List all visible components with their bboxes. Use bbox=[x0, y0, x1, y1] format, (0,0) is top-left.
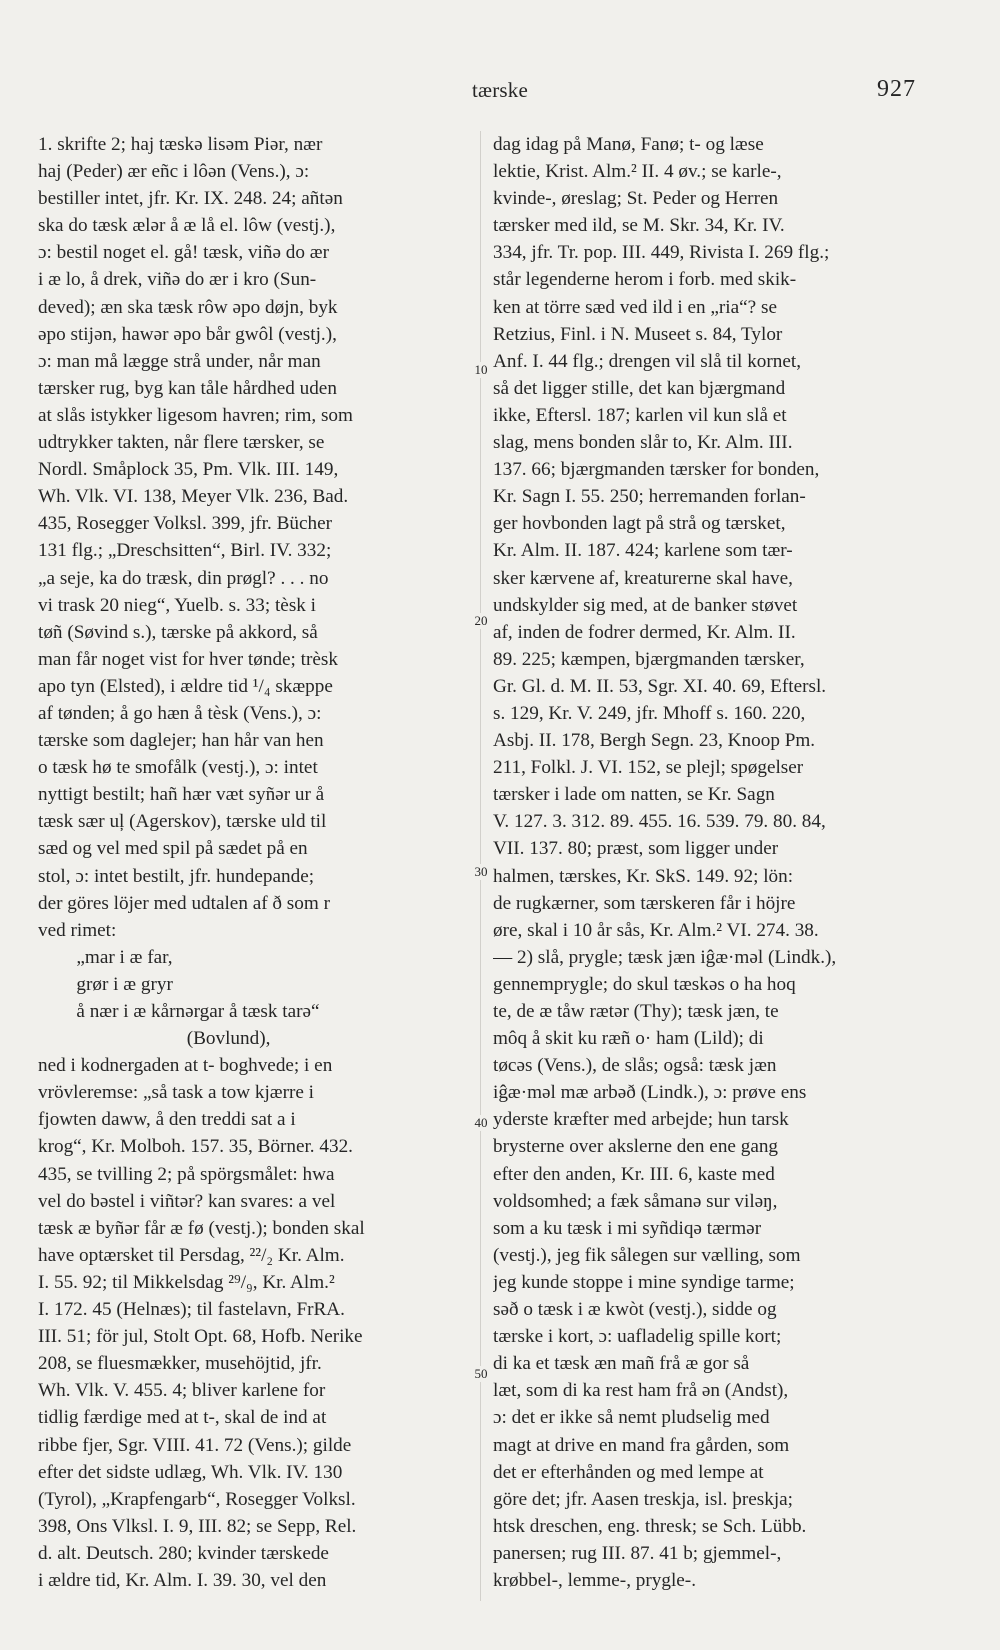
line-number-marker: 50 bbox=[469, 1366, 493, 1382]
text-line: səð o tæsk i æ kwòt (vestj.), sidde og bbox=[493, 1299, 777, 1321]
text-line: göre det; jfr. Aasen treskja, isl. þreskja; bbox=[493, 1488, 793, 1510]
text-line: nyttigt bestilt; hañ hær væt syñər ur å bbox=[38, 784, 325, 806]
text-line: sker kærvene af, kreaturerne skal have, bbox=[493, 567, 793, 589]
text-line: efter den anden, Kr. III. 6, kaste med bbox=[493, 1163, 775, 1185]
text-line: tærsker med ild, se M. Skr. 34, Kr. IV. bbox=[493, 215, 785, 237]
text-line: ken at törre sæd ved ild i en „ria“? se bbox=[493, 296, 777, 318]
text-line: have optærsket til Persdag, ²²/₂ Kr. Alm. bbox=[38, 1244, 345, 1266]
text-line: 435, Rosegger Volksl. 399, jfr. Bücher bbox=[38, 513, 333, 535]
text-line: tøñ (Søvind s.), tærske på akkord, så bbox=[38, 621, 318, 643]
text-line: tæsk æ byñər får æ fø (vestj.); bonden skal bbox=[38, 1217, 365, 1239]
right-text-column bbox=[493, 131, 925, 1594]
text-line: III. 51; för jul, Stolt Opt. 68, Hofb. Nerike bbox=[38, 1326, 363, 1348]
text-line: Wh. Vlk. VI. 138, Meyer Vlk. 236, Bad. bbox=[38, 486, 349, 508]
text-line: jeg kunde stoppe i mine syndige tarme; bbox=[493, 1271, 795, 1293]
text-line: o tæsk hø te smofålk (vestj.), ɔ: intet bbox=[38, 757, 318, 779]
text-line: ved rimet: bbox=[38, 919, 117, 941]
text-line: 89. 225; kæmpen, bjærgmanden tærsker, bbox=[493, 648, 805, 670]
text-line: slag, mens bonden slår to, Kr. Alm. III. bbox=[493, 432, 793, 454]
text-line: i æ lo, å drek, viñə do ær i kro (Sun- bbox=[38, 269, 317, 291]
text-line: 137. 66; bjærgmanden tærsker for bonden, bbox=[493, 459, 820, 481]
text-line: af tønden; å go hæn å tèsk (Vens.), ɔ: bbox=[38, 702, 322, 724]
text-line: å nær i æ kårnərgar å tæsk tarə“ bbox=[38, 1001, 320, 1022]
text-line: man får noget vist for hver tønde; trèsk bbox=[38, 648, 338, 670]
text-line: efter det sidste udlæg, Wh. Vlk. IV. 130 bbox=[38, 1461, 343, 1483]
text-line: yderste kræfter med arbejde; hun tarsk bbox=[493, 1109, 789, 1131]
text-line: vi trask 20 nieg“, Yuelb. s. 33; tèsk i bbox=[38, 594, 317, 616]
text-line: krog“, Kr. Molboh. 157. 35, Börner. 432. bbox=[38, 1136, 353, 1158]
text-line: vel do bəstel i viñtər? kan svares: a vel bbox=[38, 1190, 336, 1212]
text-line: ɔ: man må lægge strå under, når man bbox=[38, 350, 321, 372]
text-line: htsk dreschen, eng. thresk; se Sch. Lübb. bbox=[493, 1515, 807, 1537]
text-line: lektie, Krist. Alm.² II. 4 øv.; se karle-, bbox=[493, 161, 782, 183]
text-line: så det ligger stille, det kan bjærgmand bbox=[493, 377, 786, 399]
text-line: s. 129, Kr. V. 249, jfr. Mhoff s. 160. 220, bbox=[493, 702, 806, 724]
text-line: 208, se fluesmækker, musehöjtid, jfr. bbox=[38, 1353, 322, 1375]
line-number-marker: 30 bbox=[469, 864, 493, 880]
text-line: øre, skal i 10 år sås, Kr. Alm.² VI. 274. 38. bbox=[493, 919, 819, 941]
text-line: de rugkærner, som tærskeren får i höjre bbox=[493, 892, 796, 914]
text-line: Nordl. Småplock 35, Pm. Vlk. III. 149, bbox=[38, 459, 339, 481]
text-line: voldsomhed; a fæk såmanə sur viləŋ, bbox=[493, 1190, 778, 1212]
running-head-title: tærske bbox=[471, 78, 529, 102]
text-line: der göres löjer med udtalen af ð som r bbox=[38, 892, 330, 914]
text-line: i ældre tid, Kr. Alm. I. 39. 30, vel den bbox=[38, 1569, 327, 1591]
text-line: krøbbel-, lemme-, prygle-. bbox=[493, 1569, 696, 1591]
left-text-column bbox=[38, 131, 466, 1594]
text-line: det er efterhånden og med lempe at bbox=[493, 1461, 764, 1483]
text-line: iĝæ·məl mæ arbəð (Lindk.), ɔ: prøve ens bbox=[493, 1082, 807, 1104]
text-line: tærsker i lade om natten, se Kr. Sagn bbox=[493, 784, 775, 806]
text-line: vrövleremse: „så task a tow kjærre i bbox=[38, 1082, 314, 1104]
line-number-marker: 40 bbox=[469, 1115, 493, 1131]
text-line: udtrykker takten, når flere tærsker, se bbox=[38, 432, 325, 454]
text-line: ger hovbonden lagt på strå og tærsket, bbox=[493, 513, 786, 535]
text-line: (Bovlund), bbox=[38, 1028, 271, 1050]
text-line: (vestj.), jeg fik sålegen sur vælling, som bbox=[493, 1244, 801, 1266]
text-line: ikke, Eftersl. 187; karlen vil kun slå et bbox=[493, 404, 787, 426]
text-line: deved); æn ska tæsk rôw əpo døjn, byk bbox=[38, 296, 338, 318]
text-line: 334, jfr. Tr. pop. III. 449, Rivista I. 269 flg.; bbox=[493, 242, 830, 264]
text-line: „a seje, ka do træsk, din prøgl? . . . no bbox=[38, 567, 329, 589]
text-line: fjowten daww, å den treddi sat a i bbox=[38, 1109, 296, 1131]
text-line: Asbj. II. 178, Bergh Segn. 23, Knoop Pm. bbox=[493, 730, 816, 752]
text-line: læt, som di ka rest ham frå ən (Andst), bbox=[493, 1380, 789, 1402]
text-line: haj (Peder) ær eñc i lôən (Vens.), ɔ: bbox=[38, 161, 310, 183]
text-line: I. 172. 45 (Helnæs); til fastelavn, FrRA. bbox=[38, 1299, 345, 1321]
text-line: Kr. Sagn I. 55. 250; herremanden forlan- bbox=[493, 486, 806, 508]
text-line: — 2) slå, prygle; tæsk jæn iĝæ·məl (Lindk.), bbox=[493, 946, 837, 968]
text-line: ned i kodnergaden at t- boghvede; i en bbox=[38, 1055, 333, 1077]
text-line: gennemprygle; do skul tæskəs o ha hoq bbox=[493, 973, 796, 995]
text-line: kvinde-, øreslag; St. Peder og Herren bbox=[493, 188, 779, 210]
text-line: di ka et tæsk æn mañ frå æ gor så bbox=[493, 1353, 750, 1375]
text-line: Kr. Alm. II. 187. 424; karlene som tær- bbox=[493, 540, 793, 562]
text-line: (Tyrol), „Krapfengarb“, Rosegger Volksl. bbox=[38, 1488, 356, 1510]
text-line: panersen; rug III. 87. 41 b; gjemmel-, bbox=[493, 1542, 782, 1564]
text-line: ribbe fjer, Sgr. VIII. 41. 72 (Vens.); gilde bbox=[38, 1434, 352, 1456]
text-line: apo tyn (Elsted), i ældre tid ¹/₄ skæppe bbox=[38, 675, 333, 697]
text-line: I. 55. 92; til Mikkelsdag ²⁹/₉, Kr. Alm.² bbox=[38, 1271, 335, 1293]
text-line: 1. skrifte 2; haj tæskə lisəm Piər, nær bbox=[38, 134, 323, 155]
text-line: tæsk sær uļ (Agerskov), tærske uld til bbox=[38, 811, 327, 833]
text-line: undskylder sig med, at de banker støvet bbox=[493, 594, 798, 616]
text-line: af, inden de fodrer dermed, Kr. Alm. II. bbox=[493, 621, 796, 643]
text-line: grør i æ gryr bbox=[38, 973, 173, 995]
text-line: sæd og vel med spil på sædet på en bbox=[38, 838, 308, 860]
text-line: ɔ: det er ikke så nemt pludselig med bbox=[493, 1407, 770, 1429]
text-line: dag idag på Manø, Fanø; t- og læse bbox=[493, 134, 764, 155]
text-line: ɔ: bestil noget el. gå! tæsk, viñə do ær bbox=[38, 242, 329, 264]
page-header bbox=[0, 72, 1000, 112]
text-line: əpo stijən, hawər əpo bår gwôl (vestj.), bbox=[38, 323, 337, 345]
text-line: tidlig færdige med at t-, skal de ind at bbox=[38, 1407, 327, 1429]
text-line: VII. 137. 80; præst, som ligger under bbox=[493, 838, 779, 860]
text-line: tærske i kort, ɔ: uafladelig spille kort; bbox=[493, 1326, 782, 1348]
text-line: 398, Ons Vlksl. I. 9, III. 82; se Sepp, Rel. bbox=[38, 1515, 357, 1537]
text-line: bestiller intet, jfr. Kr. IX. 248. 24; añtən bbox=[38, 188, 343, 210]
text-line: Anf. I. 44 flg.; drengen vil slå til kornet, bbox=[493, 350, 802, 372]
text-line: som a ku tæsk i mi syñdiqə tærmər bbox=[493, 1217, 762, 1239]
line-number-marker: 10 bbox=[469, 362, 493, 378]
text-line: står legenderne herom i forb. med skik- bbox=[493, 269, 797, 291]
line-number-marker: 20 bbox=[469, 613, 493, 629]
text-line: tærsker rug, byg kan tåle hårdhed uden bbox=[38, 377, 337, 399]
text-line: 131 flg.; „Dreschsitten“, Birl. IV. 332; bbox=[38, 540, 332, 562]
text-line: V. 127. 3. 312. 89. 455. 16. 539. 79. 80. 84, bbox=[493, 811, 826, 833]
text-line: tøcəs (Vens.), de slås; også: tæsk jæn bbox=[493, 1055, 777, 1077]
text-line: d. alt. Deutsch. 280; kvinder tærskede bbox=[38, 1542, 329, 1564]
text-line: halmen, tærskes, Kr. SkS. 149. 92; lön: bbox=[493, 865, 794, 887]
text-line: ska do tæsk ælər å æ lå el. lôw (vestj.), bbox=[38, 215, 336, 237]
text-line: tærske som daglejer; han hår van hen bbox=[38, 730, 324, 752]
text-line: Gr. Gl. d. M. II. 53, Sgr. XI. 40. 69, Eftersl. bbox=[493, 675, 827, 697]
page-number: 927 bbox=[877, 76, 916, 102]
text-line: stol, ɔ: intet bestilt, jfr. hundepande; bbox=[38, 865, 315, 887]
text-line: 435, se tvilling 2; på spörgsmålet: hwa bbox=[38, 1163, 335, 1185]
text-line: te, de æ tåw rætər (Thy); tæsk jæn, te bbox=[493, 1001, 779, 1022]
text-line: Wh. Vlk. V. 455. 4; bliver karlene for bbox=[38, 1380, 326, 1402]
text-line: „mar i æ far, bbox=[38, 946, 173, 968]
text-line: at slås istykker ligesom havren; rim, som bbox=[38, 404, 353, 426]
text-line: môq å skit ku ræñ o· ham (Lild); di bbox=[493, 1028, 764, 1050]
text-line: Retzius, Finl. i N. Museet s. 84, Tylor bbox=[493, 323, 783, 345]
text-line: magt at drive en mand fra gården, som bbox=[493, 1434, 790, 1456]
text-line: 211, Folkl. J. VI. 152, se plejl; spøgelser bbox=[493, 757, 804, 779]
text-line: brysterne over akslerne den ene gang bbox=[493, 1136, 779, 1158]
